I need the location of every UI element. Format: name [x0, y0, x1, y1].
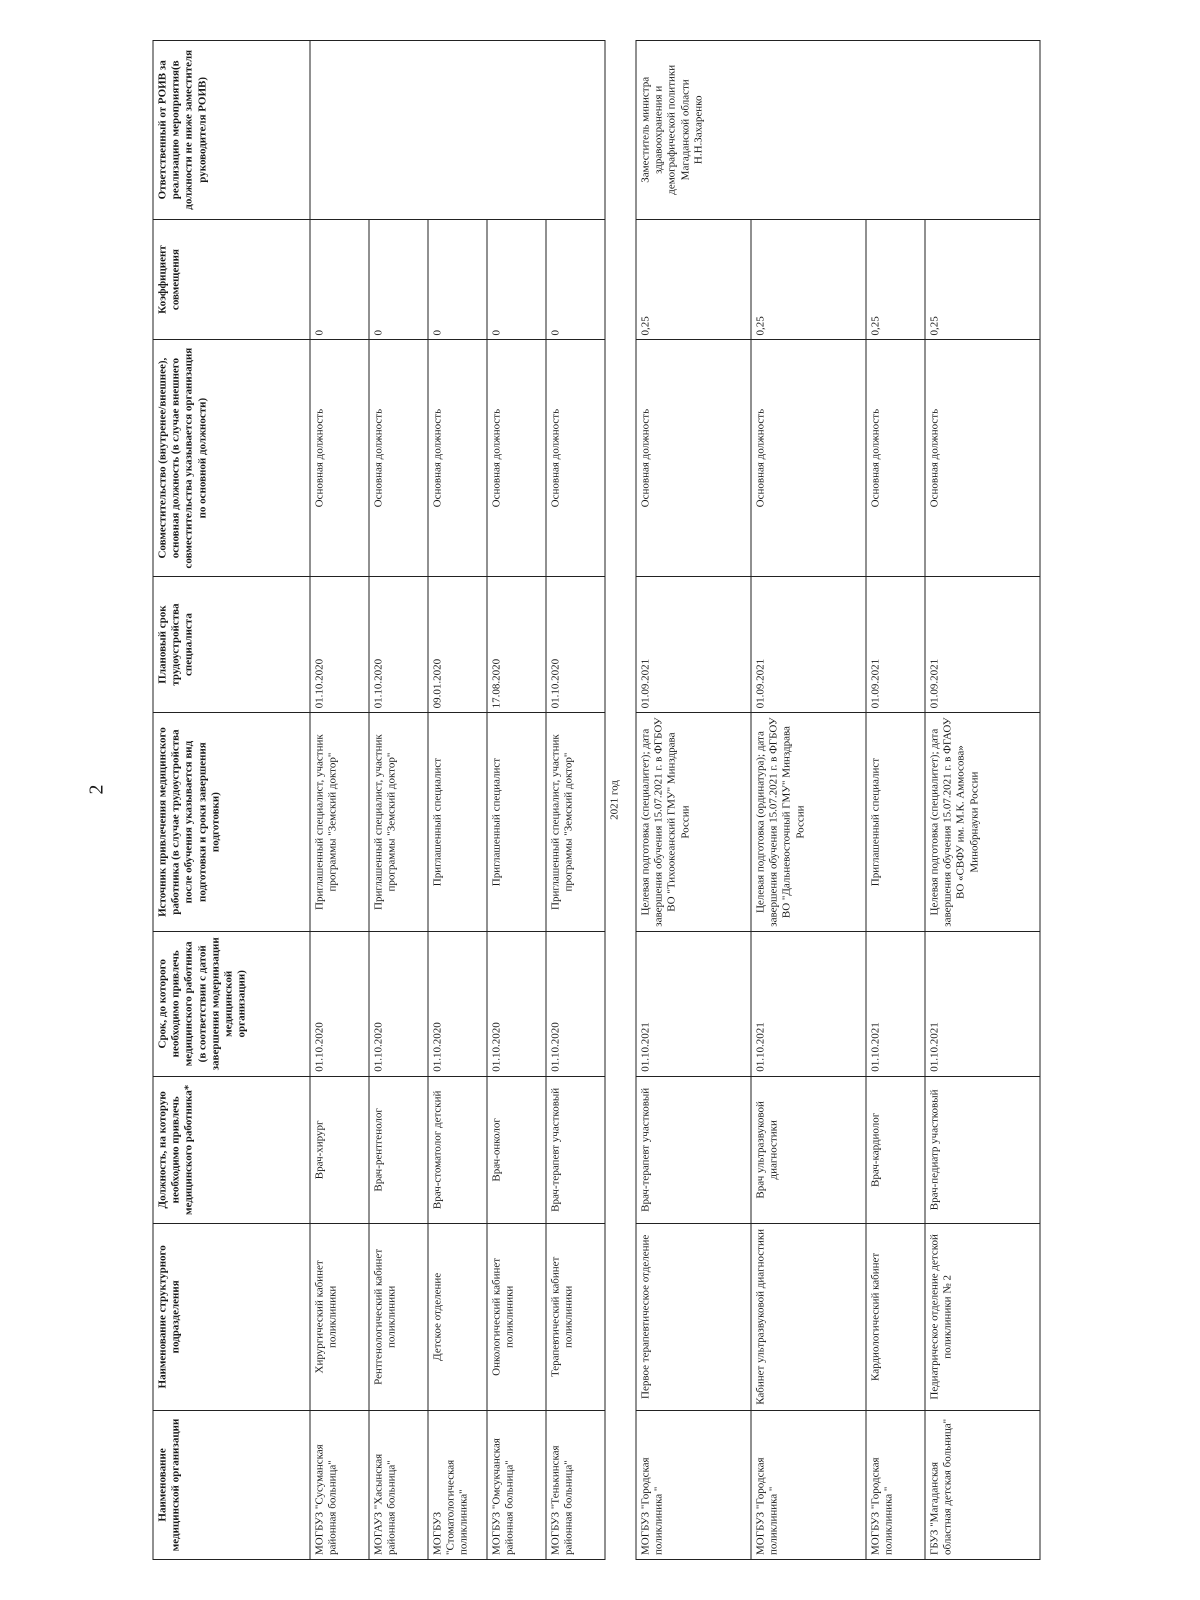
coefficient-cell: 0	[428, 219, 487, 340]
table-row	[428, 41, 487, 1560]
table-row	[310, 41, 369, 1560]
coefficient-cell: 0	[310, 219, 369, 340]
org-cell: МОГБУЗ "Тенькинская районная больница"	[546, 1410, 605, 1559]
coefficient-cell: 0,25	[925, 219, 1040, 340]
position-cell: Врач-хирург	[310, 1076, 369, 1223]
deadline-cell: 01.10.2020	[487, 931, 546, 1076]
position-cell: Врач-онколог	[487, 1076, 546, 1223]
source-cell: Приглашенный специалист	[866, 713, 925, 932]
table-row	[866, 41, 925, 1560]
position-type-cell: Основная должность	[310, 340, 369, 576]
position-type-cell: Основная должность	[369, 340, 428, 576]
coefficient-cell: 0,25	[636, 219, 751, 340]
year-divider-row	[605, 41, 636, 1560]
planned-date-cell: 01.10.2020	[310, 576, 369, 713]
deadline-cell: 01.10.2021	[636, 931, 751, 1076]
coefficient-cell: 0,25	[751, 219, 866, 340]
table-row	[487, 41, 546, 1560]
planned-date-cell: 01.09.2021	[636, 576, 751, 713]
planned-date-cell: 09.01.2020	[428, 576, 487, 713]
header-cell: Срок, до которого необходимо привлечь медицинского работника (в соответствии с датой завершения модернизации медицинской организации)	[153, 931, 310, 1076]
deadline-cell: 01.10.2020	[310, 931, 369, 1076]
header-cell: Плановый срок трудоустройства специалиста	[153, 576, 310, 713]
position-cell: Врач-терапевт участковый	[636, 1076, 751, 1223]
position-type-cell: Основная должность	[866, 340, 925, 576]
unit-cell: Терапевтический кабинет поликлиники	[546, 1223, 605, 1410]
table-row	[925, 41, 1040, 1560]
unit-cell: Кабинет ультразвуковой диагностики	[751, 1223, 866, 1410]
position-type-cell: Основная должность	[925, 340, 1040, 576]
position-cell: Врач-рентгенолог	[369, 1076, 428, 1223]
page-number: 2	[85, 784, 108, 795]
position-type-cell: Основная должность	[751, 340, 866, 576]
planned-date-cell: 01.10.2020	[546, 576, 605, 713]
planned-date-cell: 17.08.2020	[487, 576, 546, 713]
source-cell: Приглашенный специалист, участник программы "Земский доктор"	[546, 713, 605, 932]
position-cell: Врач-педиатр участковый	[925, 1076, 1040, 1223]
coefficient-cell: 0	[487, 219, 546, 340]
position-cell: Врач-стоматолог детский	[428, 1076, 487, 1223]
header-cell: Наименование структурного подразделения	[153, 1223, 310, 1410]
source-cell: Целевая подготовка (специалитет); дата завершения обучения 15.07.2021 г. в ФГАОУ ВО «СВФУ им. М.К. Аммосова» Минобрнауки России	[925, 713, 1040, 932]
position-type-cell: Основная должность	[636, 340, 751, 576]
source-cell: Приглашенный специалист, участник программы "Земский доктор"	[369, 713, 428, 932]
unit-cell: Педиатрическое отделение детской поликлиники № 2	[925, 1223, 1040, 1410]
deadline-cell: 01.10.2020	[369, 931, 428, 1076]
rotated-table-container	[153, 40, 1048, 1560]
unit-cell: Рентгенологический кабинет поликлиники	[369, 1223, 428, 1410]
staffing-table	[153, 40, 1041, 1560]
source-cell: Приглашенный специалист	[487, 713, 546, 932]
position-cell: Врач-кардиолог	[866, 1076, 925, 1223]
coefficient-cell: 0,25	[866, 219, 925, 340]
unit-cell: Хирургический кабинет поликлиники	[310, 1223, 369, 1410]
deadline-cell: 01.10.2020	[546, 931, 605, 1076]
table-row	[546, 41, 605, 1560]
org-cell: МОГБУЗ "Стоматологическая поликлиника"	[428, 1410, 487, 1559]
org-cell: МОГБУЗ "Городская поликлиника "	[751, 1410, 866, 1559]
position-cell: Врач-терапевт участковый	[546, 1076, 605, 1223]
header-cell: Коэффициент совмещения	[153, 219, 310, 340]
position-type-cell: Основная должность	[487, 340, 546, 576]
deadline-cell: 01.10.2021	[925, 931, 1040, 1076]
coefficient-cell: 0	[546, 219, 605, 340]
source-cell: Целевая подготовка (ординатура); дата завершения обучения 15.07.2021 г. в ФГБОУ ВО "Дальневосточный ГМУ" Минздрава России	[751, 713, 866, 932]
org-cell: ГБУЗ "Магаданская областная детская больница"	[925, 1410, 1040, 1559]
header-cell: Ответственный от РОИВ за реализацию мероприятия(в должности не ниже заместителя руководителя РОИВ)	[153, 41, 310, 220]
coefficient-cell: 0	[369, 219, 428, 340]
deadline-cell: 01.10.2021	[866, 931, 925, 1076]
unit-cell: Кардиологический кабинет	[866, 1223, 925, 1410]
position-cell: Врач ультразвуковой диагностики	[751, 1076, 866, 1223]
planned-date-cell: 01.09.2021	[925, 576, 1040, 713]
responsible-cell: Заместитель министра здравоохранения и демографической политики Магаданской области Н.Н.Захаренко	[636, 41, 1040, 220]
table-row	[369, 41, 428, 1560]
org-cell: МОГБУЗ "Городская поликлиника "	[866, 1410, 925, 1559]
header-row	[153, 41, 310, 1560]
header-cell: Источник привлечения медицинского работника (в случае трудоустройства после обучения указывается вид подготовки и сроки завершения подготовки)	[153, 713, 310, 932]
org-cell: МОГАУЗ "Хасынская районная больница"	[369, 1410, 428, 1559]
responsible-cell-empty	[310, 41, 605, 220]
header-cell: Совместительство (внутренее/внешнее), основная должность (в случае внешнего совместительства указывается организация по основной должности)	[153, 340, 310, 576]
org-cell: МОГБУЗ "Городская поликлиника "	[636, 1410, 751, 1559]
table-row	[751, 41, 866, 1560]
unit-cell: Детское отделение	[428, 1223, 487, 1410]
table-row	[636, 41, 751, 1560]
planned-date-cell: 01.10.2020	[369, 576, 428, 713]
source-cell: Приглашенный специалист	[428, 713, 487, 932]
planned-date-cell: 01.09.2021	[751, 576, 866, 713]
source-cell: Приглашенный специалист, участник программы "Земский доктор"	[310, 713, 369, 932]
position-type-cell: Основная должность	[428, 340, 487, 576]
header-cell: Должность, на которую необходимо привлечь медицинского работника*	[153, 1076, 310, 1223]
unit-cell: Онкологический кабинет поликлиники	[487, 1223, 546, 1410]
source-cell: Целевая подготовка (специалитет); дата завершения обучения 15.07.2021 г. в ФГБОУ ВО "Тихоокеанский ГМУ" Минздрава России	[636, 713, 751, 932]
header-cell: Наименование медицинской организации	[153, 1410, 310, 1559]
year-label: 2021 год	[605, 41, 636, 1560]
unit-cell: Первое терапевтическое отделение	[636, 1223, 751, 1410]
deadline-cell: 01.10.2020	[428, 931, 487, 1076]
position-type-cell: Основная должность	[546, 340, 605, 576]
deadline-cell: 01.10.2021	[751, 931, 866, 1076]
org-cell: МОГБУЗ "Сусуманская районная больница"	[310, 1410, 369, 1559]
org-cell: МОГБУЗ "Омсукчанская районная больница"	[487, 1410, 546, 1559]
planned-date-cell: 01.09.2021	[866, 576, 925, 713]
